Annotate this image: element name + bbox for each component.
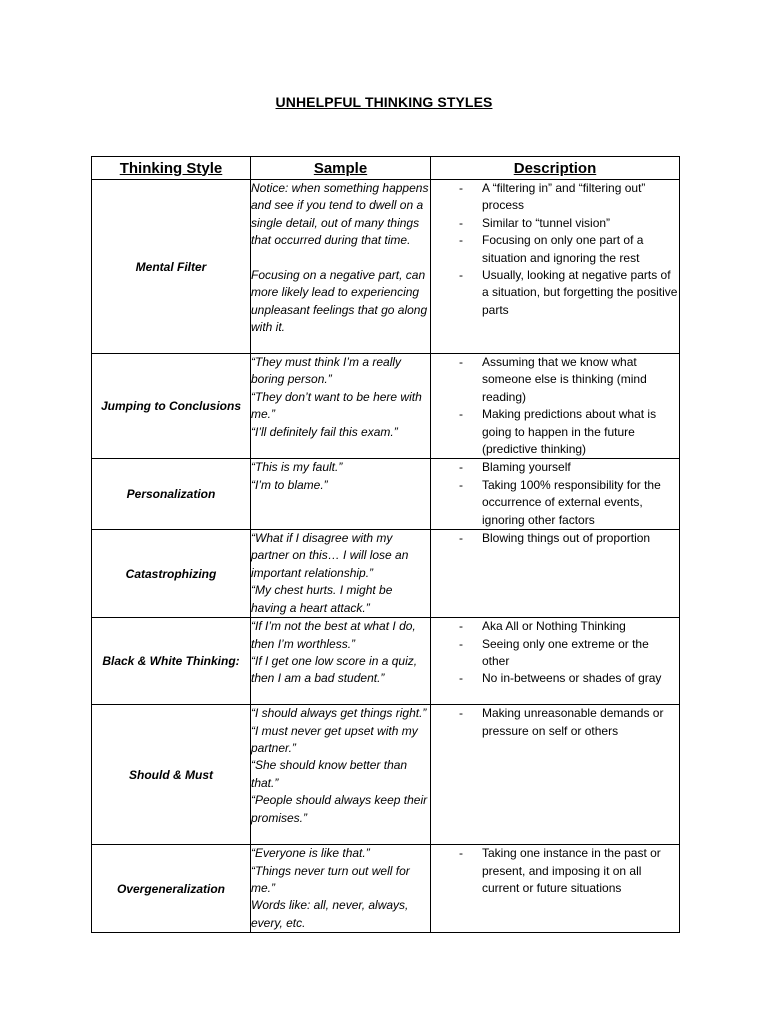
description-item: - Seeing only one extreme or the other: [431, 636, 679, 671]
description-item: - Similar to “tunnel vision”: [431, 215, 679, 232]
sample-cell: [251, 354, 431, 459]
table-row: [92, 180, 680, 354]
description-item: - Blaming yourself: [431, 459, 679, 476]
sample-line: “They don’t want to be here with me.”: [251, 389, 422, 422]
description-cell: [431, 705, 680, 845]
thinking-style-cell: Overgeneralization: [92, 845, 251, 933]
description-cell: [431, 845, 680, 933]
table-row: [92, 459, 680, 530]
sample-line: “I must never get upset with my partner.”: [251, 723, 418, 755]
table-row: [92, 354, 680, 459]
description-cell: [431, 459, 680, 530]
sample-line: “I’m to blame.”: [251, 477, 328, 492]
document-title: UNHELPFUL THINKING STYLES: [275, 94, 493, 110]
header-description: Description: [431, 157, 680, 180]
description-cell: [431, 530, 680, 618]
sample-cell: [251, 845, 431, 933]
sample-spacer: [251, 250, 430, 267]
sample-cell: [251, 180, 431, 354]
description-item: - Usually, looking at negative parts of a situation, but forgetting the positive parts: [431, 267, 679, 319]
thinking-styles-table: [91, 156, 680, 933]
sample-line: “She should know better than that.”: [251, 758, 408, 790]
thinking-style-cell: Should & Must: [92, 705, 251, 845]
sample-line: “This is my fault.”: [251, 460, 343, 475]
sample-line: Notice: when something happens and see if you tend to dwell on a single detail, out of many things that occurred during that time.: [251, 181, 429, 248]
sample-line: “Everyone is like that.”: [251, 846, 370, 861]
sample-cell: [251, 459, 431, 530]
sample-cell: [251, 618, 431, 705]
description-cell: [431, 180, 680, 354]
description-item: - No in-betweens or shades of gray: [431, 670, 679, 687]
thinking-style-cell: Mental Filter: [92, 180, 251, 354]
description-cell: [431, 618, 680, 705]
table-header-row: [92, 157, 680, 180]
description-item: - Taking 100% responsibility for the occurrence of external events, ignoring other factors: [431, 477, 679, 529]
thinking-style-cell: Catastrophizing: [92, 530, 251, 618]
description-item: - Assuming that we know what someone else is thinking (mind reading): [431, 354, 679, 406]
table-row: [92, 845, 680, 933]
thinking-style-cell: Personalization: [92, 459, 251, 530]
table-row: [92, 618, 680, 705]
table-row: [92, 705, 680, 845]
sample-line: “My chest hurts. I might be having a heart attack.”: [251, 583, 393, 615]
sample-line: “People should always keep their promises.”: [251, 793, 428, 825]
description-item: - Making predictions about what is going to happen in the future (predictive thinking): [431, 406, 679, 458]
description-item: - Making unreasonable demands or pressure on self or others: [431, 705, 679, 740]
sample-cell: [251, 705, 431, 845]
header-sample: Sample: [251, 157, 431, 180]
sample-line: Focusing on a negative part, can more likely lead to experiencing unpleasant feelings that go along with it.: [251, 268, 428, 335]
sample-line: “They must think I’m a really boring person.”: [251, 355, 402, 387]
sample-line: “What if I disagree with my partner on this… I will lose an important relationship.”: [251, 531, 409, 580]
description-item: - Aka All or Nothing Thinking: [431, 618, 679, 635]
sample-line: “I should always get things right.”: [251, 706, 427, 721]
sample-line: “If I’m not the best at what I do, then I’m worthless.”: [251, 619, 416, 651]
table-row: [92, 530, 680, 618]
thinking-style-cell: Black & White Thinking:: [92, 618, 251, 705]
description-item: - A “filtering in” and “filtering out” process: [431, 180, 679, 215]
sample-line: Words like: all, never, always, every, etc.: [251, 898, 409, 930]
thinking-style-cell: Jumping to Conclusions: [92, 354, 251, 459]
description-cell: [431, 354, 680, 459]
description-item: - Focusing on only one part of a situation and ignoring the rest: [431, 232, 679, 267]
description-item: - Blowing things out of proportion: [431, 530, 679, 547]
sample-line: “I’ll definitely fail this exam.”: [251, 424, 398, 439]
sample-cell: [251, 530, 431, 618]
header-thinking-style: Thinking Style: [92, 157, 251, 180]
description-item: - Taking one instance in the past or present, and imposing it on all current or future situations: [431, 845, 679, 897]
sample-line: “Things never turn out well for me.”: [251, 863, 410, 895]
sample-line: “If I get one low score in a quiz, then I am a bad student.”: [251, 653, 418, 686]
